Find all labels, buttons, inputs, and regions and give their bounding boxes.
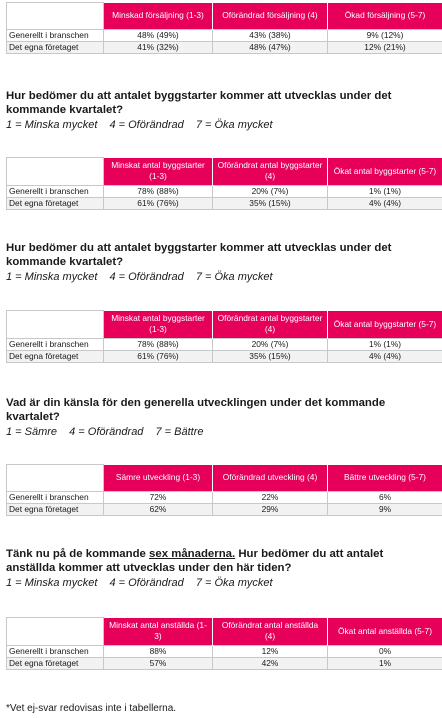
scale-min: 1 = Minska mycket bbox=[6, 271, 98, 283]
question-text: Vad är din känsla för den generella utvecklingen under det kommande kvartalet? bbox=[6, 397, 386, 423]
scale-legend bbox=[6, 118, 426, 133]
table-corner bbox=[7, 465, 104, 492]
table-corner bbox=[7, 3, 104, 30]
table-cell: 48% (47%) bbox=[213, 42, 328, 54]
column-header: Ökat antal byggstarter (5-7) bbox=[328, 311, 442, 339]
scale-legend bbox=[6, 270, 426, 285]
row-label: Det egna företaget bbox=[7, 658, 104, 670]
scale-mid: 4 = Oförändrad bbox=[109, 271, 184, 283]
table-corner bbox=[7, 618, 104, 646]
scale-min: 1 = Minska mycket bbox=[6, 577, 98, 589]
table-cell: 29% bbox=[213, 504, 328, 516]
row-label: Generellt i branschen bbox=[7, 30, 104, 42]
row-label: Det egna företaget bbox=[7, 42, 104, 54]
table-cell: 35% (15%) bbox=[213, 198, 328, 210]
table-cell: 48% (49%) bbox=[104, 30, 213, 42]
scale-max: 7 = Öka mycket bbox=[195, 119, 273, 131]
table-row bbox=[7, 186, 442, 198]
scale-legend bbox=[6, 576, 426, 591]
column-header: Ökat antal anställda (5-7) bbox=[328, 618, 442, 646]
table-row bbox=[7, 42, 442, 54]
table-cell: 1% (1%) bbox=[328, 339, 442, 351]
row-label: Generellt i branschen bbox=[7, 186, 104, 198]
question-text: Hur bedömer du att antalet byggstarter kommer att utvecklas under det kommande kvartalet? bbox=[6, 242, 392, 268]
table-cell: 4% (4%) bbox=[328, 198, 442, 210]
question-text: Hur bedömer du att antalet byggstarter kommer att utvecklas under det kommande kvartalet? bbox=[6, 90, 392, 116]
table-cell: 9% bbox=[328, 504, 442, 516]
column-header: Ökat antal byggstarter (5-7) bbox=[328, 158, 442, 186]
row-label: Det egna företaget bbox=[7, 504, 104, 516]
table-cell: 57% bbox=[104, 658, 213, 670]
column-header: Minskat antal anställda (1-3) bbox=[104, 618, 213, 646]
table-row bbox=[7, 339, 442, 351]
table-cell: 12% (21%) bbox=[328, 42, 442, 54]
row-label: Det egna företaget bbox=[7, 351, 104, 363]
table-cell: 78% (88%) bbox=[104, 186, 213, 198]
table-cell: 9% (12%) bbox=[328, 30, 442, 42]
general-development-table bbox=[6, 464, 442, 516]
column-header: Oförändrad försäljning (4) bbox=[213, 3, 328, 30]
table-corner bbox=[7, 158, 104, 186]
row-label: Generellt i branschen bbox=[7, 492, 104, 504]
question-text bbox=[6, 547, 426, 575]
column-header: Oförändrat antal byggstarter (4) bbox=[213, 158, 328, 186]
question-block bbox=[6, 396, 426, 440]
column-header: Sämre utveckling (1-3) bbox=[104, 465, 213, 492]
scale-min: 1 = Minska mycket bbox=[6, 119, 98, 131]
table-row bbox=[7, 646, 442, 658]
table-row bbox=[7, 658, 442, 670]
table-cell: 61% (76%) bbox=[104, 351, 213, 363]
table-cell: 41% (32%) bbox=[104, 42, 213, 54]
table-row bbox=[7, 504, 442, 516]
table-row bbox=[7, 30, 442, 42]
scale-max: 7 = Öka mycket bbox=[195, 577, 273, 589]
table-cell: 42% bbox=[213, 658, 328, 670]
table-row bbox=[7, 492, 442, 504]
table-cell: 1% (1%) bbox=[328, 186, 442, 198]
column-header: Ökad försäljning (5-7) bbox=[328, 3, 442, 30]
column-header: Oförändrat antal anställda (4) bbox=[213, 618, 328, 646]
question-block bbox=[6, 547, 426, 591]
table-cell: 72% bbox=[104, 492, 213, 504]
row-label: Generellt i branschen bbox=[7, 646, 104, 658]
scale-max: 7 = Bättre bbox=[155, 426, 204, 438]
table-cell: 1% bbox=[328, 658, 442, 670]
table-cell: 22% bbox=[213, 492, 328, 504]
footnote: *Vet ej-svar redovisas inte i tabellerna. bbox=[6, 703, 177, 714]
construction-starts-table bbox=[6, 310, 442, 363]
scale-mid: 4 = Oförändrad bbox=[69, 426, 144, 438]
construction-starts-table bbox=[6, 157, 442, 210]
question-text-part: Tänk nu på de kommande bbox=[6, 548, 150, 560]
question-block bbox=[6, 89, 426, 133]
column-header: Minskad försäljning (1-3) bbox=[104, 3, 213, 30]
table-cell: 43% (38%) bbox=[213, 30, 328, 42]
question-text-part: Hur bedömer du att antalet anställda kommer att utvecklas under den här tiden? bbox=[6, 548, 384, 574]
scale-mid: 4 = Oförändrad bbox=[109, 119, 184, 131]
table-row bbox=[7, 198, 442, 210]
table-cell: 20% (7%) bbox=[213, 186, 328, 198]
scale-min: 1 = Sämre bbox=[6, 426, 58, 438]
table-cell: 0% bbox=[328, 646, 442, 658]
column-header: Minskat antal byggstarter (1-3) bbox=[104, 158, 213, 186]
column-header: Minskat antal byggstarter (1-3) bbox=[104, 311, 213, 339]
scale-legend bbox=[6, 425, 426, 440]
sales-outlook-table bbox=[6, 2, 442, 54]
table-cell: 61% (76%) bbox=[104, 198, 213, 210]
table-cell: 6% bbox=[328, 492, 442, 504]
column-header: Oförändrad utveckling (4) bbox=[213, 465, 328, 492]
scale-max: 7 = Öka mycket bbox=[195, 271, 273, 283]
table-cell: 12% bbox=[213, 646, 328, 658]
table-cell: 4% (4%) bbox=[328, 351, 442, 363]
row-label: Generellt i branschen bbox=[7, 339, 104, 351]
employees-table bbox=[6, 617, 442, 670]
table-cell: 78% (88%) bbox=[104, 339, 213, 351]
table-corner bbox=[7, 311, 104, 339]
table-row bbox=[7, 351, 442, 363]
question-block bbox=[6, 241, 426, 285]
table-cell: 35% (15%) bbox=[213, 351, 328, 363]
table-cell: 20% (7%) bbox=[213, 339, 328, 351]
scale-mid: 4 = Oförändrad bbox=[109, 577, 184, 589]
row-label: Det egna företaget bbox=[7, 198, 104, 210]
column-header: Oförändrat antal byggstarter (4) bbox=[213, 311, 328, 339]
table-cell: 62% bbox=[104, 504, 213, 516]
table-cell: 88% bbox=[104, 646, 213, 658]
question-text-emphasis: sex månaderna. bbox=[149, 548, 236, 560]
column-header: Bättre utveckling (5-7) bbox=[328, 465, 442, 492]
